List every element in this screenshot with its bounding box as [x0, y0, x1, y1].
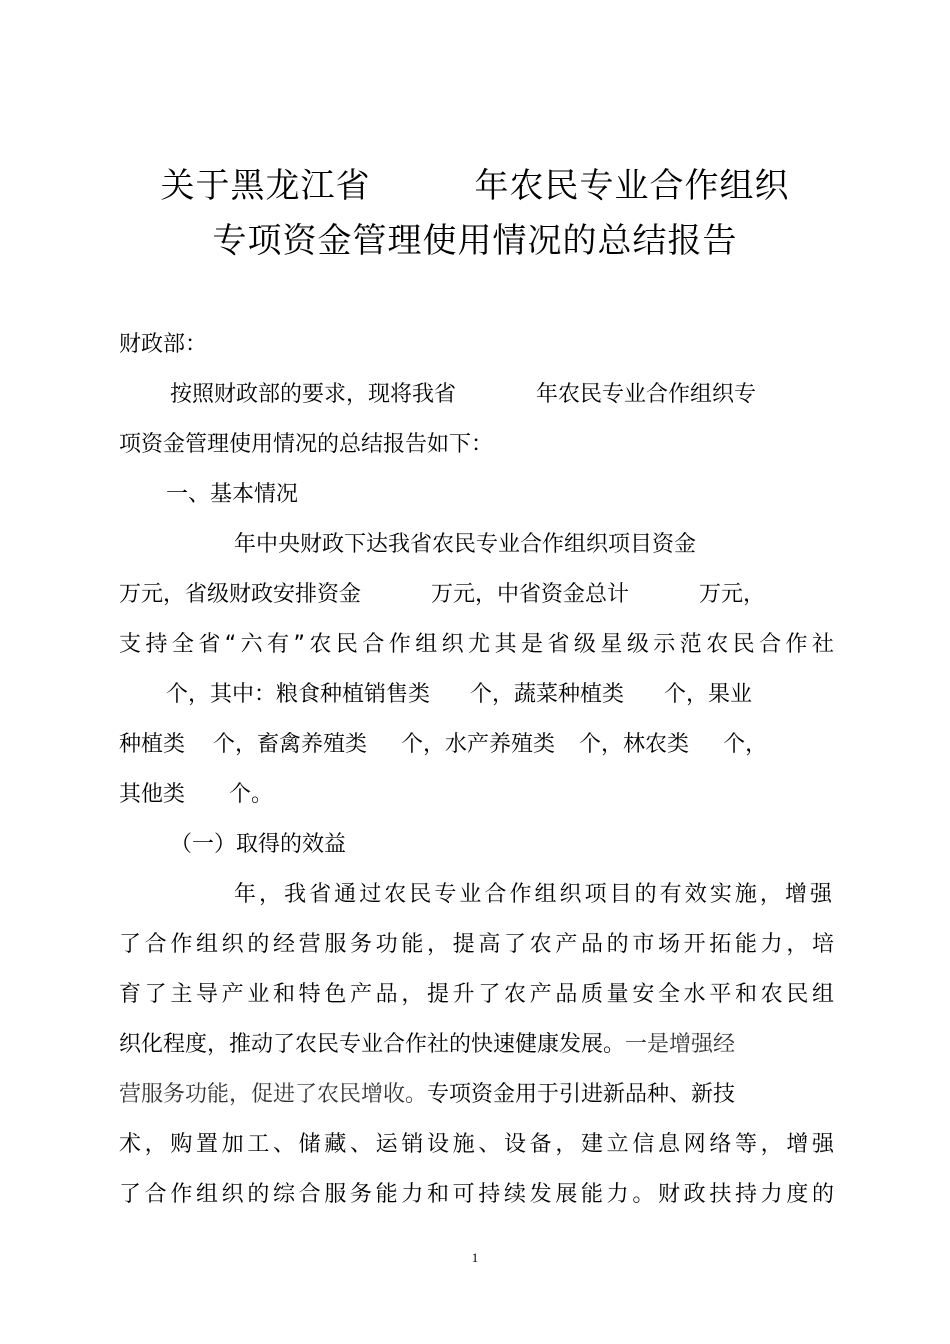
- paragraph-line: [119, 1080, 834, 1110]
- text-span: 万元，: [699, 582, 766, 607]
- text-span: 个，畜禽养殖类: [213, 732, 368, 757]
- text-span: 个，水产养殖类: [401, 732, 556, 757]
- text-span: 年农民专业合作组织专: [536, 382, 757, 407]
- text-span: 织化程度，推动了农民专业合作社的快速健康发展。: [119, 1032, 626, 1057]
- paragraph-line: [166, 680, 834, 710]
- text-span: 个，: [723, 732, 768, 757]
- paragraph-line: 术，购置加工、储藏、运销设施、设备，建立信息网络等，增强: [119, 1132, 834, 1157]
- section-heading: 一、基本情况: [166, 482, 299, 507]
- text-span: 万元，省级财政安排资金: [119, 582, 362, 607]
- text-span: 个，其中：粮食种植销售类: [166, 682, 431, 707]
- paragraph-line: 年，我省通过农民专业合作组织项目的有效实施，增强: [234, 882, 832, 907]
- text-span: 个，蔬菜种植类: [470, 682, 625, 707]
- text-span: 专项资金用于引进新品种、新技: [427, 1082, 736, 1107]
- paragraph-line: [119, 580, 834, 610]
- paragraph-line: 项资金管理使用情况的总结报告如下：: [119, 432, 494, 457]
- text-span: 个，林农类: [579, 732, 690, 757]
- paragraph-line: [119, 730, 834, 760]
- subsection-heading: （一）取得的效益: [170, 832, 347, 857]
- salutation: 财政部：: [119, 332, 208, 357]
- title-part-1: 关于黑龙江省: [160, 166, 371, 206]
- paragraph-line: 了合作组织的经营服务功能，提高了农产品的市场开拓能力，培: [119, 932, 834, 957]
- paragraph-line: [119, 780, 834, 810]
- text-span: 按照财政部的要求，现将我省: [170, 382, 457, 407]
- page-number: 1: [471, 1250, 479, 1265]
- paragraph-line: 育了主导产业和特色产品，提升了农产品质量安全水平和农民组: [119, 982, 834, 1007]
- text-span-emphasis: 营服务功能，促进了农民增收。: [119, 1082, 428, 1107]
- title-part-2: 年农民专业合作组织: [474, 166, 790, 206]
- paragraph-line: 支持全省“六有”农民合作组织尤其是省级星级示范农民合作社: [119, 632, 834, 657]
- text-span: 万元，中省资金总计: [431, 582, 630, 607]
- paragraph-line: [170, 380, 832, 410]
- text-span-emphasis: 一是增强经: [625, 1032, 736, 1057]
- text-span: 个，果业: [664, 682, 753, 707]
- title-line-2: 专项资金管理使用情况的总结报告: [212, 221, 738, 261]
- text-span: 种植类: [119, 732, 186, 757]
- paragraph-line: 年中央财政下达我省农民专业合作组织项目资金: [234, 532, 697, 557]
- paragraph-line: [119, 1030, 834, 1060]
- text-span: 其他类: [119, 782, 186, 807]
- title-line-1: [0, 158, 950, 207]
- paragraph-line: 了合作组织的综合服务能力和可持续发展能力。财政扶持力度的: [119, 1182, 834, 1207]
- text-span: 个。: [229, 782, 274, 807]
